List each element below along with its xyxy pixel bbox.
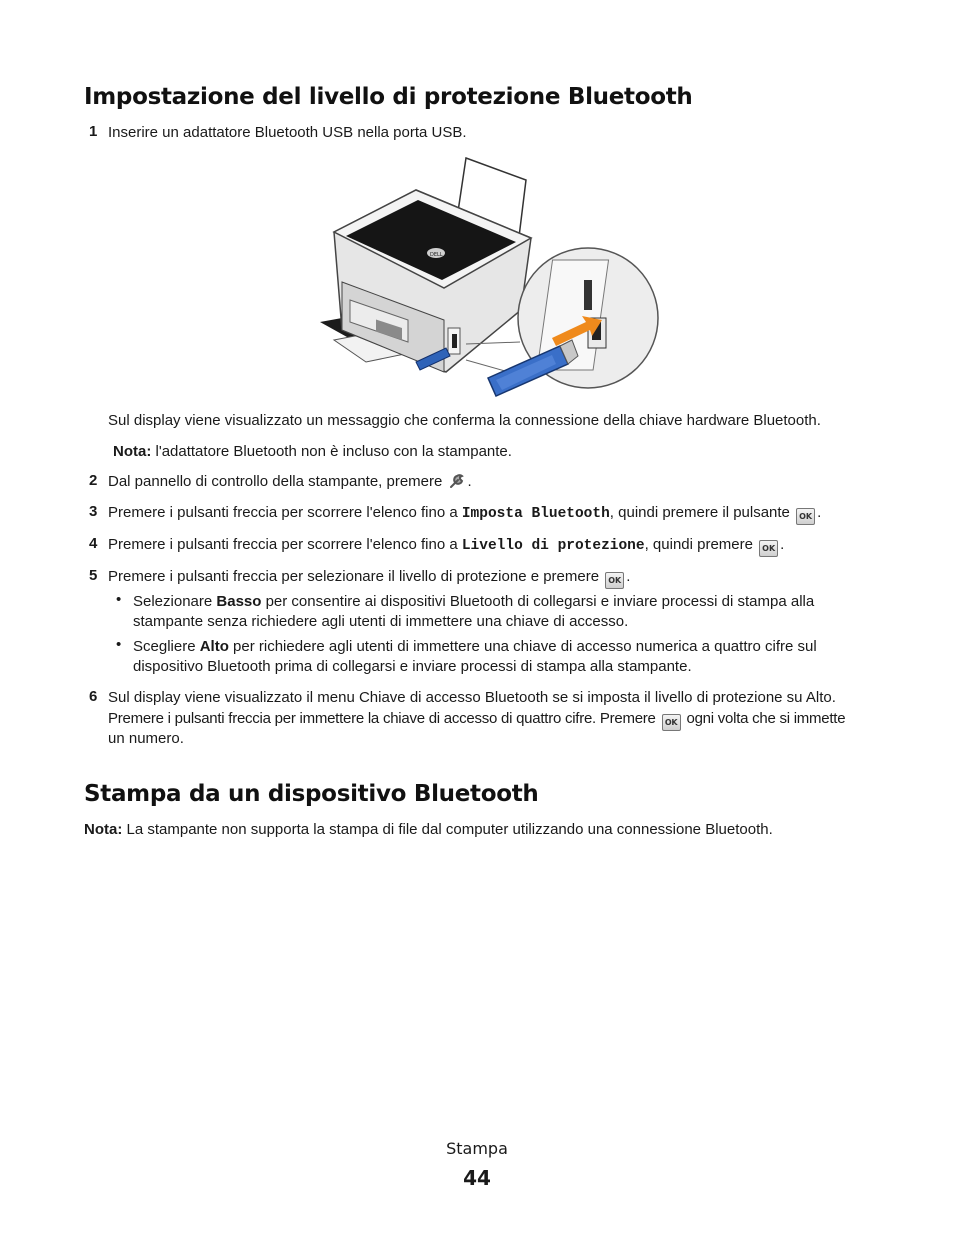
bullet-2-bold: Alto — [199, 638, 229, 655]
bullet-1-text-a: Selezionare — [133, 593, 217, 610]
step-4-text — [108, 535, 784, 557]
bullet-1-bold: Basso — [216, 593, 262, 610]
bullet-alto-line2: dispositivo Bluetooth prima di collegarsi e inviare processi di stampa alla stampante. — [133, 658, 692, 675]
step-3-text-c: . — [817, 504, 822, 521]
step-number: 2 — [89, 472, 98, 489]
step-3-text-a: Premere i pulsanti freccia per scorrere l'elenco fino a — [108, 504, 462, 521]
step-number: 5 — [89, 567, 98, 584]
step-6-line2-a: Premere i pulsanti freccia per immettere la chiave di accesso di quattro cifre. Premere — [108, 710, 660, 727]
step-6-line2 — [108, 709, 845, 731]
note-print-support — [84, 820, 773, 840]
bullet-1-text-b: per consentire ai dispositivi Bluetooth di collegarsi e inviare processi di stampa alla — [261, 593, 815, 610]
menu-imposta-bluetooth: Imposta Bluetooth — [461, 506, 610, 522]
bullet-basso-line1 — [133, 592, 814, 612]
printer-logo-text: DELL — [430, 252, 443, 258]
step-5-text — [108, 567, 630, 589]
connection-confirmation-text: Sul display viene visualizzato un messaggio che conferma la connessione della chiave hardware Bluetooth. — [108, 412, 821, 429]
step-2-text-a: Dal pannello di controllo della stampante, premere — [108, 473, 447, 490]
step-6-line2-b: ogni volta che si immette — [682, 710, 846, 727]
bullet-2-text-a: Scegliere — [133, 638, 200, 655]
footer-section-name: Stampa — [446, 1139, 508, 1158]
wrench-icon — [449, 472, 466, 489]
section-title-print-bluetooth: Stampa da un dispositivo Bluetooth — [84, 781, 539, 807]
step-4-text-a: Premere i pulsanti freccia per scorrere l'elenco fino a — [108, 536, 462, 553]
bullet-icon: • — [116, 636, 122, 653]
bullet-alto-line1 — [133, 637, 817, 657]
note-label: Nota: — [84, 821, 123, 838]
ok-button-icon: OK — [662, 714, 681, 731]
step-number: 3 — [89, 503, 98, 520]
step-6-line3: un numero. — [108, 730, 184, 747]
note-label: Nota: — [113, 443, 152, 460]
step-1-text: Inserire un adattatore Bluetooth USB nella porta USB. — [108, 124, 467, 141]
step-3-text — [108, 503, 821, 525]
step-4-text-c: . — [780, 536, 785, 553]
page-number: 44 — [463, 1166, 491, 1190]
note-text: l'adattatore Bluetooth non è incluso con la stampante. — [151, 443, 512, 460]
step-4-text-b: , quindi premere — [644, 536, 758, 553]
menu-livello-protezione: Livello di protezione — [461, 538, 645, 554]
step-5-text-a: Premere i pulsanti freccia per selezionare il livello di protezione e premere — [108, 568, 604, 585]
printer-usb-illustration — [316, 150, 662, 402]
step-2-text — [108, 472, 472, 492]
step-5-text-b: . — [626, 568, 631, 585]
step-6-line1: Sul display viene visualizzato il menu Chiave di accesso Bluetooth se si imposta il livello di protezione su Alto. — [108, 689, 836, 706]
note-adapter — [113, 442, 512, 462]
ok-button-icon: OK — [759, 540, 778, 557]
step-2-text-b: . — [467, 473, 472, 490]
ok-button-icon: OK — [605, 572, 624, 589]
printer-logo-group — [427, 248, 445, 258]
bullet-icon: • — [116, 591, 122, 608]
step-3-text-b: , quindi premere il pulsante — [609, 504, 795, 521]
step-number: 4 — [89, 535, 98, 552]
step-number: 6 — [89, 688, 98, 705]
section-title-bluetooth-security: Impostazione del livello di protezione Bluetooth — [84, 84, 693, 110]
bullet-2-text-b: per richiedere agli utenti di immettere una chiave di accesso numerica a quattro cifre sul — [228, 638, 817, 655]
step-number: 1 — [89, 123, 98, 140]
bullet-basso-line2: stampante senza richiedere agli utenti di immettere una chiave di accesso. — [133, 613, 629, 630]
note-text: La stampante non supporta la stampa di file dal computer utilizzando una connessione Bluetooth. — [122, 821, 773, 838]
ok-button-icon: OK — [796, 508, 815, 525]
